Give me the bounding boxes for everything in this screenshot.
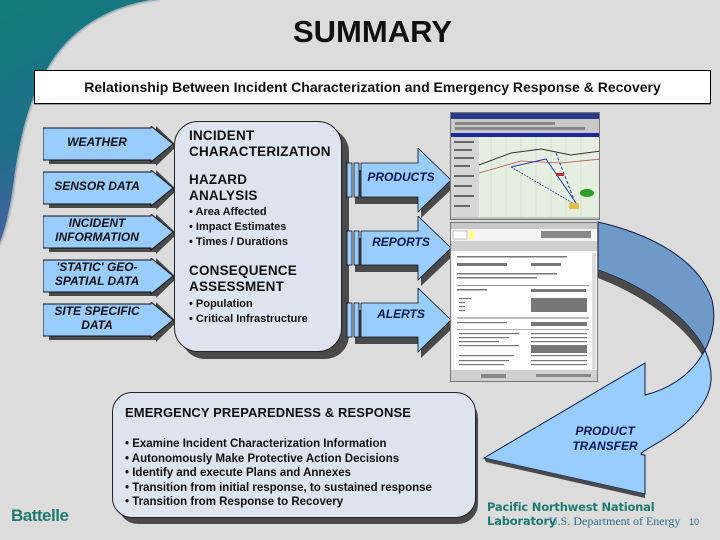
battelle-logo: Battelle: [11, 506, 69, 525]
input-label: WEATHER: [67, 135, 127, 149]
slide-title: SUMMARY: [292, 14, 452, 49]
output-label: PRODUCTS: [367, 170, 435, 184]
input-label: SENSOR DATA: [54, 179, 140, 193]
product-transfer-line1: PRODUCT: [575, 424, 635, 438]
input-label: SITE SPECIFIC DATA: [54, 304, 140, 332]
consequence-item: • Population: [189, 298, 253, 310]
pnnl-logo-text: Pacific Northwest National Laboratory: [487, 500, 655, 528]
report-application-screenshot: [450, 222, 598, 382]
input-arrow-weather: [43, 126, 173, 166]
emergency-item: • Examine Incident Characterization Information: [125, 438, 387, 450]
emergency-item: • Transition from Response to Recovery: [125, 496, 344, 508]
output-label: REPORTS: [372, 235, 430, 249]
emergency-item: • Autonomously Make Protective Action Decisions: [125, 452, 400, 465]
incident-characterization-box: [174, 121, 342, 352]
input-arrow-incident-information: [43, 214, 173, 254]
product-transfer-label: [560, 424, 650, 454]
product-transfer-line2: TRANSFER: [572, 439, 638, 453]
incident-characterization-heading: INCIDENT CHARACTERIZATION: [189, 128, 331, 159]
consequence-assessment-heading: CONSEQUENCE ASSESSMENT: [189, 263, 297, 294]
emergency-item: • Transition from initial response, to sustained response: [125, 481, 432, 494]
emergency-item: • Identify and execute Plans and Annexes: [125, 467, 352, 479]
doe-text: U.S. Department of Energy: [549, 514, 681, 528]
slide-subtitle: Relationship Between Incident Characterization and Emergency Response & Recovery: [34, 70, 711, 104]
emergency-preparedness-box: [112, 392, 476, 518]
input-label: 'STATIC' GEO-SPATIAL DATA: [54, 260, 140, 288]
hazard-item: • Times / Durations: [189, 236, 289, 248]
input-arrow-static-geospatial-data: [43, 258, 173, 298]
emergency-heading: EMERGENCY PREPAREDNESS & RESPONSE: [125, 405, 411, 420]
input-label: INCIDENT INFORMATION: [55, 216, 139, 244]
map-application-screenshot: [450, 112, 600, 220]
hazard-item: • Impact Estimates: [189, 221, 287, 233]
hazard-item: • Area Affected: [189, 206, 267, 218]
output-arrow-products: [343, 148, 455, 214]
output-arrow-alerts: [343, 288, 455, 354]
consequence-item: • Critical Infrastructure: [189, 313, 308, 325]
page-number: 10: [689, 517, 700, 527]
output-label: ALERTS: [377, 307, 425, 321]
hazard-analysis-heading: HAZARD ANALYSIS: [189, 172, 258, 203]
output-arrow-reports: [343, 216, 455, 282]
block-arrow-right-icon: [343, 288, 458, 358]
input-arrow-site-specific-data: [43, 302, 173, 342]
block-arrow-right-icon: [343, 216, 458, 286]
input-arrow-sensor-data: [43, 170, 173, 210]
